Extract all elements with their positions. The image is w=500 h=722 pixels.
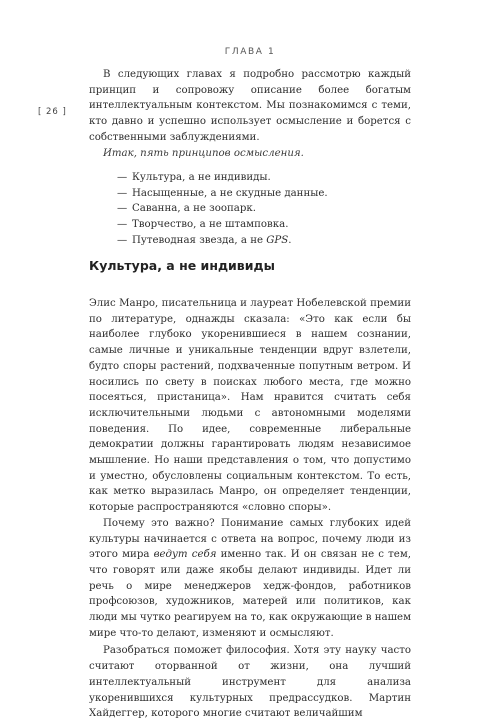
list-dash: —: [117, 172, 128, 183]
list-item-text: Насыщенные, а не скудные данные.: [132, 187, 328, 199]
list-item: [117, 186, 328, 202]
section-heading: Культура, а не индивиды: [89, 258, 275, 273]
list-item-text: Саванна, а не зоопарк.: [132, 203, 256, 215]
intro-block: [89, 67, 411, 161]
list-item: [117, 201, 328, 217]
section-body: [89, 296, 411, 722]
paragraph-2-end: именно так. И он связан не с тем, что говорят или даже якобы делают индивиды. Идет ли речь о мире менеджеров хедж-фондов, работников профсоюзов, художников, матерей или политиков, как люди мы чутко реагируем на то, как окружающие в нашем мире что-то делают, изменяют и осмысляют.: [89, 549, 411, 639]
principles-list: [117, 170, 328, 249]
list-item-emphasis: GPS: [266, 234, 289, 246]
list-item-end: .: [288, 234, 292, 246]
body-paragraph-3: Разобраться поможет философия. Хотя эту науку часто считают оторванной от жизни, она лучший интеллектуальный инструмент для анализа укоренившихся культурных предрассудков. Мартин Хайдеггер, которого многие считают величайшим: [89, 645, 411, 720]
list-item: [117, 233, 328, 249]
body-paragraph-1: Элис Манро, писательница и лауреат Нобелевской премии по литературе, однажды сказала: «Это как если бы наиболее глубоко укоренившиеся в нашем сознании, самые личные и уникальные тенденции вдруг взлетели, будто споры растений, подхваченные попутным ветром. И носились по свету в поисках любого места, где можно посеяться, пристаница». Нам нравится считать себя исключительными людьми с автономными моделями поведения. По идее, современные либеральные демократии должны гарантировать людям независимое мышление. Но наши представления о том, что допустимо и уместно, обусловлены социальным контекстом. То есть, как метко выразилась Манро, он определяет тенденции, которые распространяются «словно споры».: [89, 298, 411, 514]
list-item: [117, 217, 328, 233]
list-item: [117, 170, 328, 186]
list-item-text: Культура, а не индивиды.: [132, 172, 271, 183]
principles-lead-in: Итак, пять принципов осмысления.: [103, 147, 304, 159]
paragraph-2-emphasis: ведут себя: [153, 549, 217, 561]
list-dash: —: [117, 219, 128, 231]
list-dash: —: [117, 234, 128, 246]
list-item-text: Творчество, а не штамповка.: [132, 219, 289, 231]
list-item-text: Путеводная звезда, а не: [132, 234, 267, 246]
intro-paragraph: В следующих главах я подробно рассмотрю каждый принцип и сопровожу описание более богатым интеллектуальным контекстом. Мы познакомимся с теми, кто давно и успешно использует осмысление и борется с собственными заблуждениями.: [89, 69, 411, 143]
running-head-chapter: ГЛАВА 1: [224, 47, 276, 57]
body-paragraph-2: [89, 516, 411, 642]
page-number: [ 26 ]: [38, 107, 67, 117]
list-dash: —: [117, 187, 128, 199]
paragraph-2-start: Почему это важно? Понимание самых глубоких идей культуры начинается с ответа на вопрос, почему люди из этого мира: [89, 517, 411, 561]
list-dash: —: [117, 203, 128, 215]
